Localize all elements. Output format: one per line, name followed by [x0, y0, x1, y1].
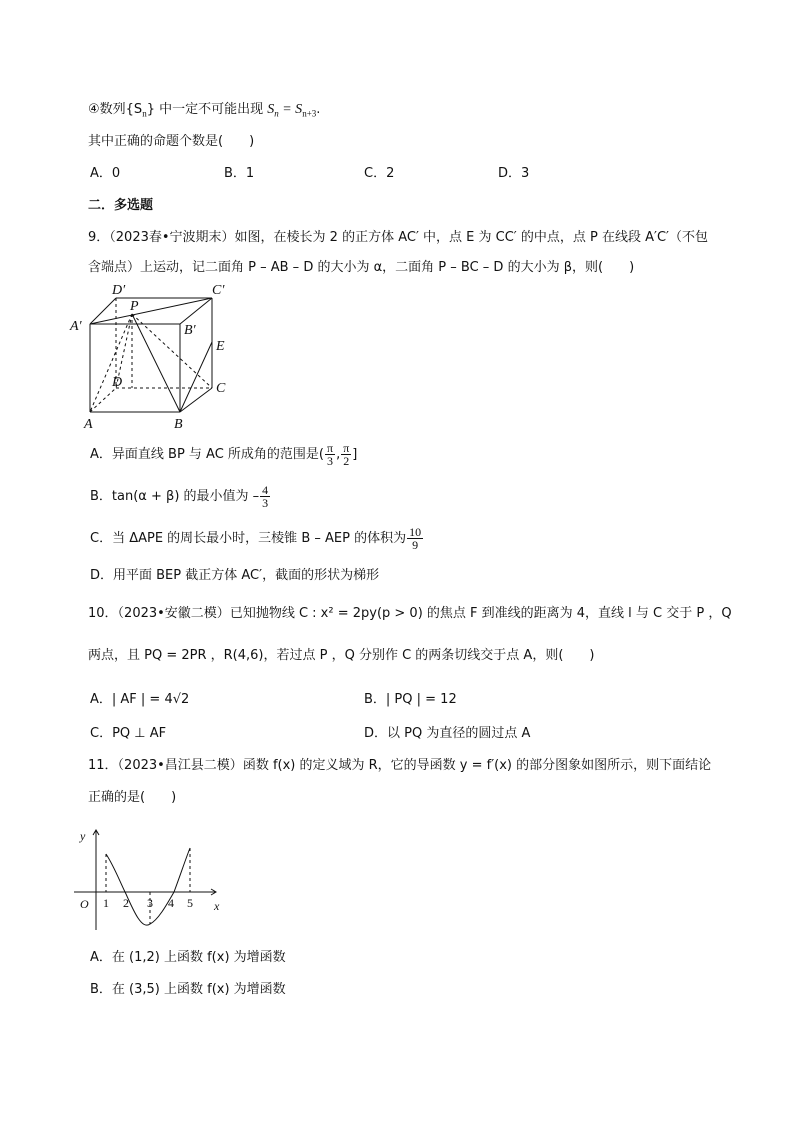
derivative-graph [66, 826, 236, 936]
section-title: 二．多选题 [88, 198, 154, 213]
q9-text-line1: 9．（2023春•宁波期末）如图，在棱长为 2 的正方体 AC′ 中，点 E 为 CC′ 的中点，点 P 在线段 A′C′（不包 [88, 230, 708, 245]
q8-option-a: A．0 [90, 166, 121, 181]
q9-option-d: D．用平面 BEP 截正方体 AC′，截面的形状为梯形 [90, 568, 380, 583]
q10-option-b: B．| PQ | = 12 [364, 692, 457, 707]
graph-y-label: y [80, 829, 86, 843]
q11-option-b: B．在 (3,5) 上函数 f(x) 为增函数 [90, 982, 286, 997]
q10-option-c: C．PQ ⊥ AF [90, 726, 167, 741]
graph-origin-label: O [80, 897, 89, 911]
q10-text-line2: 两点，且 PQ = 2PR ，R(4,6)，若过点 P ，Q 分别作 C 的两条切线交于点 A，则( ) [88, 648, 595, 663]
q9-option-b: B．tan(α + β) 的最小值为 – $\frac{4}{3}$ [90, 483, 269, 510]
tick-1: 1 [103, 896, 109, 910]
q8-item4: ④数列$\{S_n\}$ 中一定不可能出现 $S_n = S_{n+3}$. [88, 102, 321, 119]
q9-option-c: C．当 ΔAPE 的周长最小时，三棱锥 B – AEP 的体积为 $\frac{10}{9}$ [90, 525, 422, 552]
label-c1: C′ [212, 283, 225, 298]
label-b: B [174, 417, 183, 432]
tick-5: 5 [187, 896, 193, 910]
graph-x-label: x [214, 899, 220, 913]
label-p: P [130, 299, 139, 314]
q11-text-line2: 正确的是( ) [88, 790, 177, 805]
label-b1: B′ [184, 323, 196, 338]
q8-option-d: D．3 [498, 166, 530, 181]
q8-prompt: 其中正确的命题个数是( ) [88, 134, 255, 149]
label-a1: A′ [70, 319, 82, 334]
q9-option-a: A．异面直线 BP 与 AC 所成角的范围是( $\frac{\pi}{3}$ , $\frac{\pi}{2}$ ] [90, 441, 358, 468]
label-a: A [84, 417, 93, 432]
q9-text-line2: 含端点）上运动，记二面角 P – AB – D 的大小为 α，二面角 P – BC – D 的大小为 β，则( ) [88, 260, 635, 275]
q8-option-b: B．1 [224, 166, 255, 181]
q10-text-line1: 10．（2023•安徽二模）已知抛物线 C : x² = 2py(p > 0) 的焦点 F 到准线的距离为 4，直线 l 与 C 交于 P ，Q [88, 606, 732, 621]
tick-4: 4 [168, 896, 174, 910]
q11-text-line1: 11．（2023•昌江县二模）函数 f(x) 的定义域为 R，它的导函数 y = f′(x) 的部分图象如图所示，则下面结论 [88, 758, 712, 773]
cube-labels [68, 283, 248, 432]
label-d1: D′ [112, 283, 126, 298]
q10-option-a: A．| AF | = 4√2 [90, 692, 190, 707]
q10-option-d: D．以 PQ 为直径的圆过点 A [364, 726, 531, 741]
derivative-curve [106, 848, 190, 925]
tick-3: 3 [147, 896, 153, 910]
label-c: C [216, 381, 226, 396]
tick-2: 2 [123, 896, 129, 910]
label-e: E [216, 339, 225, 354]
q8-option-c: C．2 [364, 166, 395, 181]
q11-option-a: A．在 (1,2) 上函数 f(x) 为增函数 [90, 950, 286, 965]
label-d: D [112, 375, 123, 390]
